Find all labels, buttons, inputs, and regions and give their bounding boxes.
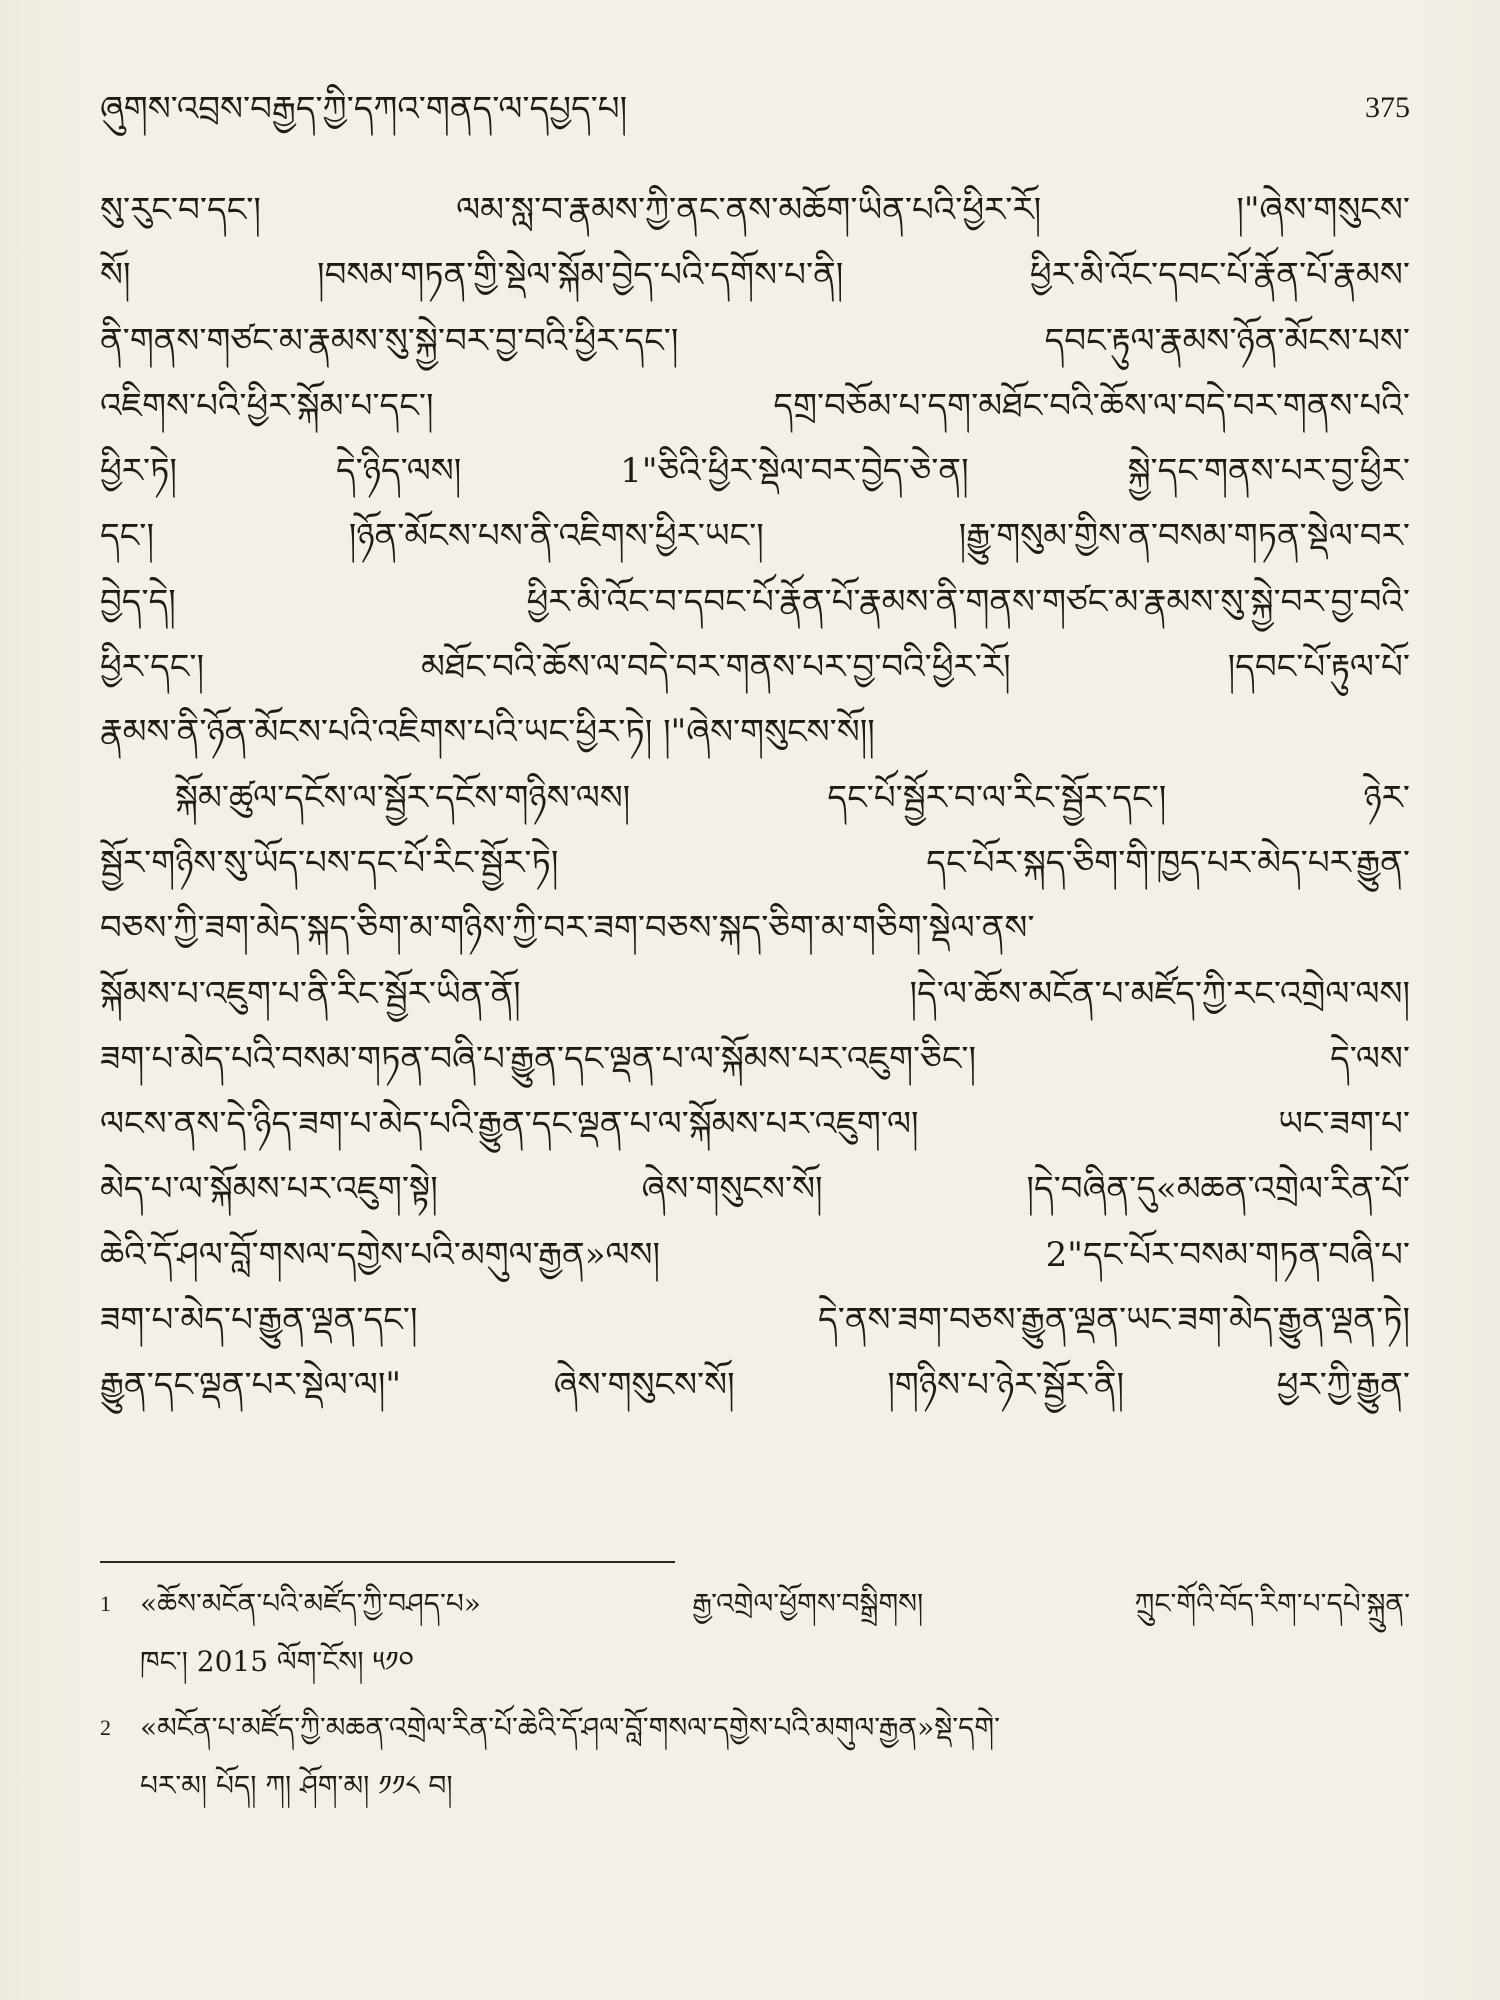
page-number: 375 (1365, 91, 1410, 124)
body-line: རྣམས་ནི་ཉོན་མོངས་པའི་འཇིགས་པའི་ཡང་ཕྱིར་ཏེ། །"ཞེས་གསུངས་སོ།། (100, 712, 875, 753)
body-line: སྦྱོར་གཉིས་སུ་ཡོད་པས་དང་པོ་རིང་སྦྱོར་ཏེ། དང་པོར་སྐད་ཅིག་གི་ཁྱད་པར་མེད་པར་རྒྱུན་ (100, 842, 1410, 883)
body-line: ལངས་ནས་དེ་ཉིད་ཟག་པ་མེད་པའི་རྒྱུན་དང་ལྡན་པ་ལ་སྐོམས་པར་འཇུག་ལ། ཡང་ཟག་པ་ (100, 1104, 1410, 1145)
footnote-number: 1 (100, 1591, 111, 1616)
body-line: ཕྱིར་ཏེ། དེ་ཉིད་ལས། 1"ཅིའི་ཕྱིར་སྡེལ་བར་བྱེད་ཅེ་ན། སྐྱེ་དང་གནས་པར་བྱ་ཕྱིར་ (100, 451, 1410, 492)
body-line: སུ་རུང་བ་དང་། ལམ་སླ་བ་རྣམས་ཀྱི་ནང་ནས་མཆོག་ཡིན་པའི་ཕྱིར་རོ། །"ཞེས་གསུངས་ (100, 190, 1410, 230)
paragraph-start-line: སྐོམ་ཚུལ་དངོས་ལ་སྦྱོར་དངོས་གཉིས་ལས། དང་པོ་སྦྱོར་བ་ལ་རིང་སྦྱོར་དང་། ཉེར་ (175, 777, 1410, 818)
footnote-1 (100, 1575, 1410, 1691)
body-line: འཇིགས་པའི་ཕྱིར་སྐོམ་པ་དང་། དགྲ་བཅོམ་པ་དག་མཐོང་བའི་ཆོས་ལ་བདེ་བར་གནས་པའི་ (100, 385, 1410, 426)
footnote-number: 2 (100, 1715, 111, 1740)
body-line: མེད་པ་ལ་སྐོམས་པར་འཇུག་སྟེ། ཞེས་གསུངས་སོ། །དེ་བཞིན་དུ«མཆན་འགྲེལ་རིན་པོ་ (100, 1169, 1410, 1210)
body-line: ཟག་པ་མེད་པའི་བསམ་གཏན་བཞི་པ་རྒྱུན་དང་ལྡན་པ་ལ་སྐོམས་པར་འཇུག་ཅིང་། དེ་ལས་ (100, 1038, 1410, 1079)
running-header (100, 84, 1410, 144)
body-line: ནི་གནས་གཙང་མ་རྣམས་སུ་སྐྱེ་བར་བྱ་བའི་ཕྱིར་དང་། དབང་རྟུལ་རྣམས་ཉོན་མོངས་པས་ (100, 320, 1410, 361)
body-line: སོ། །བསམ་གཏན་གྱི་སྡེལ་སྐོམ་བྱེད་པའི་དགོས་པ་ནི། ཕྱིར་མི་འོང་དབང་པོ་རྣོན་པོ་རྣམས་ (100, 255, 1410, 296)
body-line: བཅས་ཀྱི་ཟག་མེད་སྐད་ཅིག་མ་གཉིས་ཀྱི་བར་ཟག་བཅས་སྐད་ཅིག་མ་གཅིག་སྡེལ་ནས་ (100, 908, 1035, 949)
body-line: སྐོམས་པ་འཇུག་པ་ནི་རིང་སྦྱོར་ཡིན་ནོ། །དེ་ལ་ཆོས་མངོན་པ་མཛོད་ཀྱི་རང་འགྲེལ་ལས། (100, 973, 1410, 1014)
footnote-2 (100, 1699, 1410, 1815)
body-line: བྱེད་དེ། ཕྱིར་མི་འོང་བ་དབང་པོ་རྣོན་པོ་རྣམས་ནི་གནས་གཙང་མ་རྣམས་སུ་སྐྱེ་བར་བྱ་བའི་ (100, 581, 1410, 622)
body-line: དང་། །ཉོན་མོངས་པས་ནི་འཇིགས་ཕྱིར་ཡང་། །རྒྱུ་གསུམ་གྱིས་ན་བསམ་གཏན་སྡེལ་བར་ (100, 516, 1410, 557)
footnote-divider (100, 1561, 675, 1563)
footnote-line: «ཆོས་མངོན་པའི་མཛོད་ཀྱི་བཤད་པ» རྒྱ་འགྲེལ་ཕྱོགས་བསྒྲིགས། ཀྲུང་གོའི་བོད་རིག་པ་དཔེ་སྐྲུན་ (140, 1587, 1410, 1620)
body-text (100, 178, 1410, 1498)
body-line: རྒྱུན་དང་ལྡན་པར་སྡེལ་ལ།" ཞེས་གསུངས་སོ། །གཉིས་པ་ཉེར་སྦྱོར་ནི། ཕྱར་ཀྱི་རྒྱུན་ (100, 1365, 1410, 1406)
footnote-line: ཁང་། 2015 ལོག་ངོས། ༥༡༠ (140, 1645, 414, 1678)
footnote-line: «མངོན་པ་མཛོད་ཀྱི་མཆན་འགྲེལ་རིན་པོ་ཆེའི་དོ་ཤལ་བློ་གསལ་དགྱེས་པའི་མགུལ་རྒྱན»སྡེ་དགེ་ (140, 1711, 1000, 1744)
body-line: ཆེའི་དོ་ཤལ་བློ་གསལ་དགྱེས་པའི་མགུལ་རྒྱན»ལས། 2"དང་པོར་བསམ་གཏན་བཞི་པ་ (100, 1234, 1410, 1275)
running-title: ཞུགས་འབྲས་བརྒྱད་ཀྱི་དཀའ་གནད་ལ་དཔྱད་པ། (100, 89, 628, 129)
body-line: ཕྱིར་དང་། མཐོང་བའི་ཆོས་ལ་བདེ་བར་གནས་པར་བྱ་བའི་ཕྱིར་རོ། །དབང་པོ་རྟུལ་པོ་ (100, 647, 1410, 688)
footnote-line: པར་མ། པོད། ཀ། ཤོག་མ། ༡༡༨ བ། (140, 1769, 453, 1802)
body-line: ཟག་པ་མེད་པ་རྒྱུན་ལྡན་དང་། དེ་ནས་ཟག་བཅས་རྒྱུན་ལྡན་ཡང་ཟག་མེད་རྒྱུན་ལྡན་ཏེ། (100, 1300, 1410, 1341)
footnotes (100, 1575, 1410, 1895)
